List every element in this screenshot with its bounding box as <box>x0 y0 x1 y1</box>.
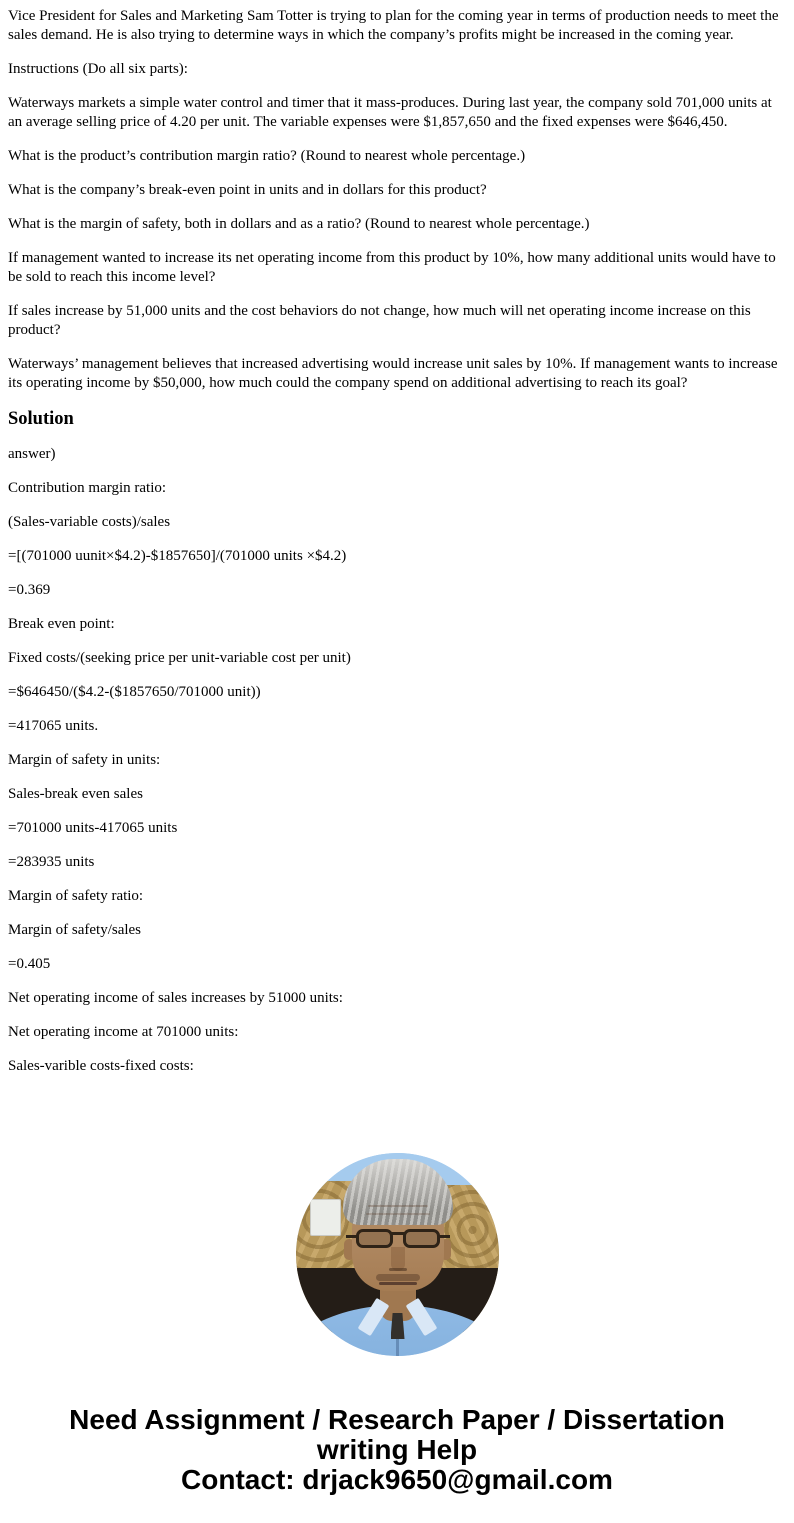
solution-line: =0.405 <box>8 956 51 972</box>
profile-photo-container <box>296 1153 499 1356</box>
promo-contact-line: Contact: drjack9650@gmail.com <box>181 1464 613 1495</box>
solution-line: Contribution margin ratio: <box>8 480 167 496</box>
photo-mustache-shadow <box>376 1274 420 1281</box>
question-6: Waterways’ management believes that increased advertising would increase unit sales by 10%. If management wants to increase its operating income by $50,000, how much could the company spend on additional advertising to reach its goal? <box>8 356 778 391</box>
solution-line-clipped: Sales-varible costs-fixed costs: <box>8 1058 194 1074</box>
problem-paragraph: Waterways markets a simple water control and timer that it mass-produces. During last year, the company sold 701,000 units at an average selling price of 4.20 per unit. The variable expenses were $1,857,650 and the fixed expenses were $646,450. <box>8 95 772 130</box>
instructions-line: Instructions (Do all six parts): <box>8 61 188 77</box>
photo-forehead-wrinkle <box>366 1213 430 1215</box>
solution-line: Margin of safety in units: <box>8 752 161 768</box>
photo-tie-knot <box>391 1313 405 1339</box>
glasses-temple-left <box>346 1235 357 1238</box>
solution-line: Margin of safety ratio: <box>8 888 144 904</box>
photo-switch-plate <box>310 1199 341 1236</box>
solution-line: =$646450/($4.2-($1857650/701000 unit)) <box>8 684 261 700</box>
solution-line: Net operating income at 701000 units: <box>8 1024 239 1040</box>
solution-line: =283935 units <box>8 854 95 870</box>
question-2: What is the company’s break-even point in units and in dollars for this product? <box>8 182 487 198</box>
solution-line: Net operating income of sales increases by 51000 units: <box>8 990 343 1006</box>
glasses-lens-right <box>403 1229 440 1248</box>
solution-line: Fixed costs/(seeking price per unit-variable cost per unit) <box>8 650 351 666</box>
glasses-temple-right <box>439 1235 450 1238</box>
intro-paragraph: Vice President for Sales and Marketing Sam Totter is trying to plan for the coming year in terms of production needs to meet the sales demand. He is also trying to determine ways in which the company’s profits might be increased in the coming year. <box>8 8 779 43</box>
question-5: If sales increase by 51,000 units and the cost behaviors do not change, how much will net operating income increase on this product? <box>8 303 751 338</box>
photo-nostril-shadow <box>389 1268 407 1271</box>
solution-heading: Solution <box>8 409 74 429</box>
promo-line-2: writing Help <box>316 1434 478 1465</box>
promo-footer <box>0 1405 794 1495</box>
glasses-lens-left <box>356 1229 393 1248</box>
solution-line: =417065 units. <box>8 718 99 734</box>
glasses-bridge <box>391 1232 405 1235</box>
solution-line: Break even point: <box>8 616 115 632</box>
photo-mouth <box>379 1282 417 1285</box>
profile-photo <box>296 1153 499 1356</box>
solution-line: answer) <box>8 446 56 462</box>
solution-line: =[(701000 uunit×$4.2)-$1857650]/(701000 units ×$4.2) <box>8 548 347 564</box>
solution-line: Sales-break even sales <box>8 786 143 802</box>
question-1: What is the product’s contribution margin ratio? (Round to nearest whole percentage.) <box>8 148 526 164</box>
question-3: What is the margin of safety, both in dollars and as a ratio? (Round to nearest whole percentage.) <box>8 216 590 232</box>
photo-forehead-wrinkle <box>368 1205 428 1207</box>
solution-line: (Sales-variable costs)/sales <box>8 514 171 530</box>
promo-line-1: Need Assignment / Research Paper / Dissertation <box>69 1404 725 1435</box>
solution-line: =0.369 <box>8 582 51 598</box>
question-4: If management wanted to increase its net operating income from this product by 10%, how many additional units would have to be sold to reach this income level? <box>8 250 776 285</box>
solution-line: Margin of safety/sales <box>8 922 142 938</box>
solution-line: =701000 units-417065 units <box>8 820 178 836</box>
